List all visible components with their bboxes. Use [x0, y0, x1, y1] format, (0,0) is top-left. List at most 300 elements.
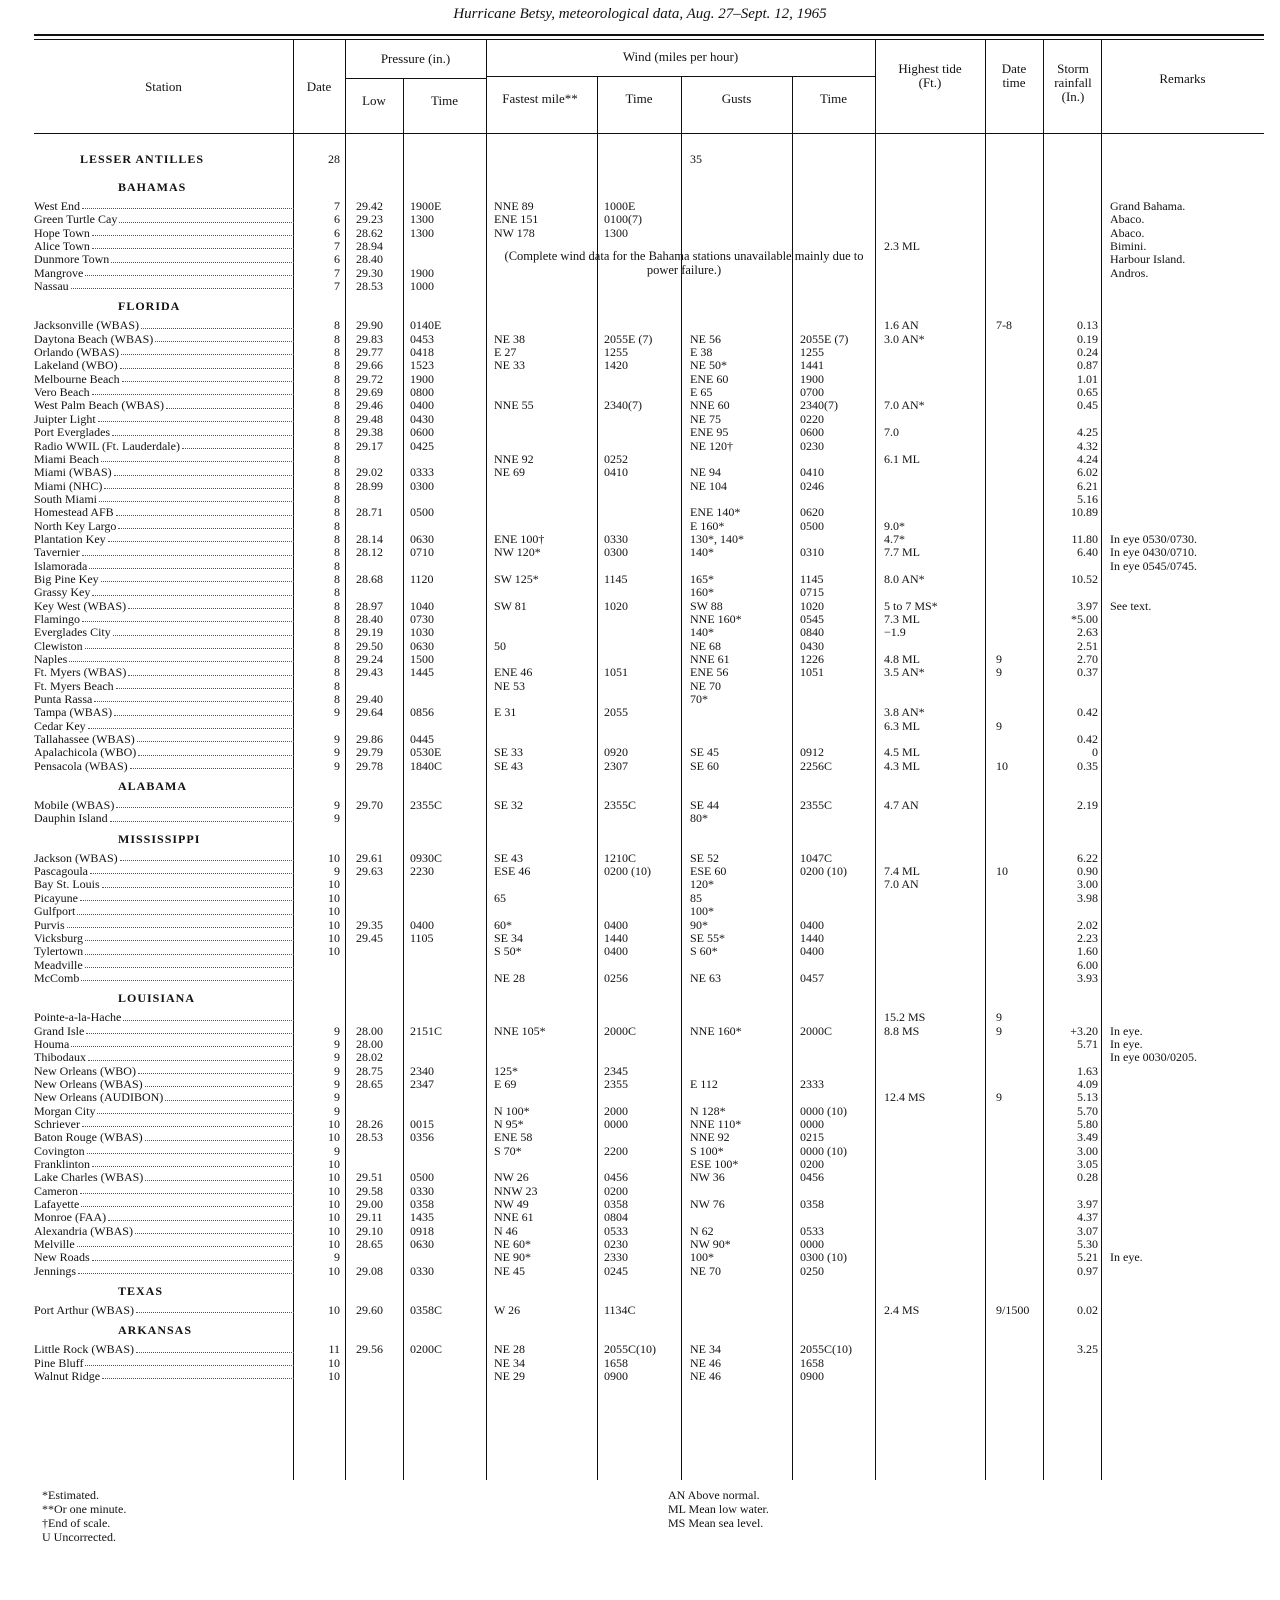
table-row	[0, 959, 1280, 972]
date-cell: 10	[328, 918, 340, 932]
station-cell	[34, 640, 296, 653]
table-row	[0, 533, 1280, 546]
station-name: Pascagoula	[34, 865, 88, 879]
wind-time-cell: 0230	[604, 1238, 628, 1252]
rainfall-cell: 1.60	[1077, 945, 1098, 959]
remarks-cell: In eye 0030/0205.	[1110, 1051, 1197, 1065]
station-name: Dunmore Town	[34, 253, 110, 267]
station-name: West Palm Beach (WBAS)	[34, 399, 165, 413]
date-cell: 8	[334, 599, 340, 613]
pressure-low-cell: 29.66	[356, 359, 383, 373]
highest-tide-cell: 7.7 ML	[884, 546, 920, 560]
gust-cell: 90*	[690, 918, 708, 932]
pressure-time-cell: 1040	[410, 599, 434, 613]
pressure-low-cell: 29.83	[356, 332, 383, 346]
station-name: South Miami	[34, 492, 98, 506]
rainfall-cell: 2.02	[1077, 918, 1098, 932]
table-row	[0, 1131, 1280, 1144]
bahamas-wind-note: (Complete wind data for the Bahama stations unavailable mainly due to power failure.)	[504, 249, 864, 278]
pressure-low-cell: 29.35	[356, 918, 383, 932]
gust-cell: E 65	[690, 386, 713, 400]
gust-time-cell: 2256C	[800, 759, 833, 773]
table-row	[0, 666, 1280, 679]
highest-tide-cell: 3.8 AN*	[884, 706, 925, 720]
station-name: Naples	[34, 653, 68, 666]
wind-time-cell: 0200 (10)	[604, 865, 651, 879]
gust-time-cell: 0220	[800, 412, 824, 426]
remarks-cell: Abaco.	[1110, 226, 1145, 240]
date-cell: 8	[334, 332, 340, 346]
wind-time-cell: 1051	[604, 666, 628, 680]
table-row	[0, 720, 1280, 733]
pressure-low-cell: 29.46	[356, 399, 383, 413]
station-cell	[34, 1211, 296, 1224]
pressure-low-cell: 28.14	[356, 532, 383, 546]
pressure-time-cell: 0600	[410, 426, 434, 440]
gust-cell: N 62	[690, 1224, 714, 1238]
rainfall-cell: 3.49	[1077, 1131, 1098, 1145]
gust-cell: 70*	[690, 693, 708, 707]
pressure-low-cell: 29.70	[356, 799, 383, 813]
wind-time-cell: 0410	[604, 466, 628, 480]
rainfall-cell: 0.42	[1077, 733, 1098, 747]
station-cell	[34, 453, 296, 466]
section-name: MISSISSIPPI	[118, 831, 201, 846]
gust-cell: E 112	[690, 1077, 718, 1091]
gust-time-cell: 0840	[800, 626, 824, 640]
station-cell	[34, 1343, 296, 1356]
gust-cell: NW 76	[690, 1198, 725, 1212]
gust-time-cell: 1226	[800, 653, 824, 666]
station-name: Cameron	[34, 1184, 78, 1198]
rainfall-cell: 4.37	[1077, 1211, 1098, 1225]
station-name: Melville	[34, 1238, 75, 1252]
gust-cell: NE 34	[690, 1343, 721, 1357]
station-name: Pine Bluff	[34, 1356, 84, 1370]
date-cell: 8	[334, 626, 340, 640]
date-cell: 10	[328, 1211, 340, 1225]
header-pressure: Pressure (in.)	[380, 51, 451, 66]
fastest-mile-cell: SE 32	[494, 799, 524, 813]
date-cell: 8	[334, 452, 340, 466]
pressure-low-cell: 28.75	[356, 1064, 383, 1078]
gust-time-cell: 2000C	[800, 1024, 833, 1038]
pressure-low-cell: 28.40	[356, 612, 383, 626]
station-name: New Orleans (AUDIBON)	[34, 1091, 164, 1105]
station-name: Islamorada	[34, 559, 88, 573]
fastest-mile-cell: NW 178	[494, 226, 535, 240]
station-name: Baton Rouge (WBAS)	[34, 1131, 143, 1145]
station-cell	[34, 1238, 296, 1251]
rainfall-cell: 0.13	[1077, 319, 1098, 333]
table-row	[0, 1357, 1280, 1370]
rainfall-cell: 10.89	[1071, 506, 1098, 520]
pressure-time-cell: 2151C	[410, 1024, 443, 1038]
table-row	[0, 1105, 1280, 1118]
remarks-cell: See text.	[1110, 599, 1152, 613]
fastest-mile-cell: W 26	[494, 1304, 521, 1318]
highest-tide-cell: 5 to 7 MS*	[884, 599, 938, 613]
tide-date-cell: 9/1500	[996, 1304, 1030, 1318]
pressure-low-cell: 28.02	[356, 1051, 383, 1065]
rainfall-cell: 5.30	[1077, 1238, 1098, 1252]
wind-time-cell: 0300	[604, 546, 628, 560]
station-cell	[34, 493, 296, 506]
rainfall-cell: 3.00	[1077, 1144, 1098, 1158]
fastest-mile-cell: 65	[494, 891, 506, 905]
rainfall-cell: 0.42	[1077, 706, 1098, 720]
fastest-mile-cell: E 27	[494, 346, 517, 360]
highest-tide-cell: 9.0*	[884, 519, 905, 533]
table-row	[0, 440, 1280, 453]
rainfall-cell: +3.20	[1070, 1024, 1098, 1038]
wind-time-cell: 1210C	[604, 851, 637, 865]
table-row	[0, 1238, 1280, 1251]
tide-date-cell: 9	[996, 719, 1002, 733]
pressure-time-cell: 0430	[410, 412, 434, 426]
pressure-time-cell: 0140E	[410, 319, 442, 333]
pressure-time-cell: 0630	[410, 639, 434, 653]
date-cell: 9	[334, 1024, 340, 1038]
rainfall-cell: 11.80	[1071, 532, 1098, 546]
date-cell: 10	[328, 1264, 340, 1278]
station-cell	[34, 1065, 296, 1078]
rainfall-cell: 3.97	[1077, 1198, 1098, 1212]
pressure-low-cell: 28.99	[356, 479, 383, 493]
footnotes-left	[42, 1488, 126, 1544]
highest-tide-cell: 1.6 AN	[884, 319, 919, 333]
remarks-cell: Andros.	[1110, 266, 1149, 280]
wind-time-cell: 2000	[604, 1104, 628, 1118]
date-cell: 9	[334, 1251, 340, 1265]
gust-time-cell: 0200 (10)	[800, 865, 847, 879]
date-cell: 10	[328, 1238, 340, 1252]
gust-cell: 140*	[690, 626, 714, 640]
remarks-cell: Bimini.	[1110, 240, 1147, 254]
station-cell	[34, 919, 296, 932]
date-cell: 10	[328, 878, 340, 892]
pressure-time-cell: 0333	[410, 466, 434, 480]
date-cell: 8	[334, 492, 340, 506]
date-cell: 8	[334, 532, 340, 546]
fastest-mile-cell: NNE 61	[494, 1211, 534, 1225]
station-cell	[34, 466, 296, 479]
gust-time-cell: 0000 (10)	[800, 1104, 847, 1118]
station-cell	[34, 653, 296, 666]
date-cell: 9	[334, 812, 340, 826]
wind-time-cell: 2200	[604, 1144, 628, 1158]
gust-time-cell: 0545	[800, 612, 824, 626]
header-wind-time: Time	[625, 91, 653, 106]
footnote: **Or one minute.	[42, 1502, 127, 1516]
table-row	[0, 520, 1280, 533]
gust-cell: NE 56	[690, 332, 721, 346]
station-cell	[34, 865, 296, 878]
wind-time-cell: 0252	[604, 452, 628, 466]
station-cell	[34, 1105, 296, 1118]
date-cell: 10	[328, 1356, 340, 1370]
station-name: Vero Beach	[34, 386, 90, 400]
table-row	[0, 1038, 1280, 1051]
header-date: Date	[306, 79, 332, 94]
gust-time-cell: 1658	[800, 1356, 824, 1370]
table-row	[0, 1185, 1280, 1198]
wind-time-cell: 0200	[604, 1184, 628, 1198]
table-row	[0, 733, 1280, 746]
pressure-low-cell: 29.42	[356, 200, 383, 213]
pressure-time-cell: 0453	[410, 332, 434, 346]
station-cell	[34, 1225, 296, 1238]
wind-time-cell: 1255	[604, 346, 628, 360]
table-row	[0, 386, 1280, 399]
pressure-time-cell: 1445	[410, 666, 434, 680]
pressure-low-cell: 28.40	[356, 253, 383, 267]
date-cell: 7	[334, 280, 340, 294]
fastest-mile-cell: N 95*	[494, 1117, 524, 1131]
pressure-low-cell: 29.64	[356, 706, 383, 720]
fastest-mile-cell: SW 125*	[494, 572, 539, 586]
table-row	[0, 586, 1280, 599]
gust-cell: NNE 160*	[690, 612, 742, 626]
station-name: Mobile (WBAS)	[34, 799, 115, 813]
gust-time-cell: 0246	[800, 479, 824, 493]
table-row	[0, 1051, 1280, 1064]
gust-cell: NNE 92	[690, 1131, 730, 1145]
station-name: Gulfport	[34, 905, 76, 919]
fastest-mile-cell: S 70*	[494, 1144, 522, 1158]
gust-cell: NE 70	[690, 679, 721, 693]
station-name: Pointe-a-la-Hache	[34, 1011, 122, 1025]
station-cell	[34, 333, 296, 346]
fastest-mile-cell: NE 34	[494, 1356, 525, 1370]
gust-time-cell: 0600	[800, 426, 824, 440]
station-name: Orlando (WBAS)	[34, 346, 119, 360]
pressure-time-cell: 0630	[410, 532, 434, 546]
gust-time-cell: 0400	[800, 918, 824, 932]
rainfall-cell: 2.70	[1077, 653, 1098, 666]
gust-cell: ENE 95	[690, 426, 729, 440]
table-row	[0, 972, 1280, 985]
gust-cell: SE 44	[690, 799, 720, 813]
station-name: Juipter Light	[34, 412, 96, 426]
pressure-low-cell: 29.02	[356, 466, 383, 480]
highest-tide-cell: 4.7 AN	[884, 799, 919, 813]
table-row	[0, 640, 1280, 653]
station-name: Morgan City	[34, 1104, 96, 1118]
pressure-time-cell: 0930C	[410, 851, 443, 865]
highest-tide-cell: 2.3 ML	[884, 240, 920, 254]
header-bottom-rule	[34, 133, 1264, 134]
station-cell	[34, 586, 296, 599]
date-cell: 9	[334, 1077, 340, 1091]
gust-cell: 165*	[690, 572, 714, 586]
fastest-mile-cell: NNE 89	[494, 200, 534, 213]
table-row	[0, 680, 1280, 693]
wind-time-cell: 0920	[604, 746, 628, 760]
wind-time-cell: 2340(7)	[604, 399, 642, 413]
wind-time-cell: 0330	[604, 532, 628, 546]
fastest-mile-cell: SE 34	[494, 931, 524, 945]
date-cell: 9	[334, 1091, 340, 1105]
gust-cell: SE 55*	[690, 931, 726, 945]
pressure-time-cell: 2340	[410, 1064, 434, 1078]
remarks-cell: In eye 0430/0710.	[1110, 546, 1197, 560]
pressure-time-cell: 0530E	[410, 746, 442, 760]
wind-time-cell: 1000E	[604, 200, 636, 213]
pressure-low-cell: 29.90	[356, 319, 383, 333]
gust-cell: NNE 61	[690, 653, 730, 666]
wind-time-cell: 1440	[604, 931, 628, 945]
pressure-low-cell: 28.26	[356, 1117, 383, 1131]
gust-cell: S 60*	[690, 945, 718, 959]
station-name: Nassau	[34, 280, 69, 294]
station-name: Meadville	[34, 958, 83, 972]
remarks-cell: Harbour Island.	[1110, 253, 1186, 267]
pressure-time-cell: 0800	[410, 386, 434, 400]
fastest-mile-cell: NE 45	[494, 1264, 525, 1278]
station-name: Green Turtle Cay	[34, 213, 118, 227]
gust-cell: 120*	[690, 878, 714, 892]
date-cell: 9	[334, 706, 340, 720]
highest-tide-cell: 4.5 ML	[884, 746, 920, 760]
station-cell	[34, 319, 296, 332]
wind-time-cell: 2055E (7)	[604, 332, 653, 346]
station-cell	[34, 746, 296, 759]
gust-cell: NE 75	[690, 412, 721, 426]
station-cell	[34, 1091, 296, 1104]
wind-time-cell: 0804	[604, 1211, 628, 1225]
date-cell: 10	[328, 945, 340, 959]
table-row	[0, 280, 1280, 293]
gust-cell: S 100*	[690, 1144, 724, 1158]
table-row	[0, 1225, 1280, 1238]
station-cell	[34, 760, 296, 773]
header-gusts: Gusts	[721, 91, 752, 106]
station-name: Picayune	[34, 891, 78, 905]
station-cell	[34, 506, 296, 519]
date-cell: 8	[334, 546, 340, 560]
pressure-low-cell: 29.10	[356, 1224, 383, 1238]
page-title: Hurricane Betsy, meteorological data, Aug. 27–Sept. 12, 1965	[453, 6, 827, 22]
station-cell	[34, 1185, 296, 1198]
rainfall-cell: 5.80	[1077, 1117, 1098, 1131]
date-cell: 10	[328, 931, 340, 945]
gust-cell: ENE 140*	[690, 506, 741, 520]
date-cell: 8	[334, 559, 340, 573]
station-name: Vicksburg	[34, 931, 84, 945]
gust-cell: 160*	[690, 586, 714, 600]
gust-time-cell: 1145	[800, 572, 824, 586]
station-cell	[34, 280, 296, 293]
rainfall-cell: 3.97	[1077, 599, 1098, 613]
station-name: Lafayette	[34, 1198, 80, 1212]
station-cell	[34, 878, 296, 891]
gust-cell: NE 46	[690, 1370, 721, 1384]
pressure-low-cell: 28.53	[356, 1131, 383, 1145]
pressure-time-cell: 0730	[410, 612, 434, 626]
gust-time-cell: 0900	[800, 1370, 824, 1384]
pressure-time-cell: 1000	[410, 280, 434, 294]
station-name: Tavernier	[34, 546, 80, 560]
gust-cell: ENE 56	[690, 666, 729, 680]
rainfall-cell: 4.25	[1077, 426, 1098, 440]
station-name: McComb	[34, 971, 80, 985]
gust-cell: ESE 100*	[690, 1158, 739, 1171]
pressure-time-cell: 2347	[410, 1077, 434, 1091]
fastest-mile-cell: NE 29	[494, 1370, 525, 1384]
rainfall-cell: 3.00	[1077, 878, 1098, 892]
pressure-time-cell: 0630	[410, 1238, 434, 1252]
gust-cell: 100*	[690, 1251, 714, 1265]
section-name: ARKANSAS	[118, 1323, 193, 1338]
station-name: Everglades City	[34, 626, 111, 640]
rainfall-cell: *5.00	[1071, 612, 1098, 626]
highest-tide-cell: −1.9	[884, 626, 906, 640]
gust-time-cell: 0410	[800, 466, 824, 480]
fastest-mile-cell: NE 69	[494, 466, 525, 480]
date-cell: 7	[334, 200, 340, 213]
station-name: Thibodaux	[34, 1051, 86, 1065]
wind-time-cell: 2345	[604, 1064, 628, 1078]
fastest-mile-cell: ENE 151	[494, 213, 539, 227]
date-cell: 8	[334, 372, 340, 386]
pressure-time-cell: 0300	[410, 479, 434, 493]
date-cell: 8	[334, 319, 340, 333]
gust-cell: NE 68	[690, 639, 721, 653]
station-name: Port Everglades	[34, 426, 111, 440]
date-cell: 8	[334, 586, 340, 600]
wind-time-cell: 2055	[604, 706, 628, 720]
station-name: Tylertown	[34, 945, 84, 959]
fastest-mile-cell: NE 28	[494, 1343, 525, 1357]
fastest-mile-cell: 60*	[494, 918, 512, 932]
gust-cell: SE 52	[690, 851, 720, 865]
station-cell	[34, 959, 296, 972]
tide-date-cell: 9	[996, 666, 1002, 680]
table-row	[0, 426, 1280, 439]
table-row	[0, 799, 1280, 812]
station-cell	[34, 1051, 296, 1064]
wind-time-cell: 0358	[604, 1198, 628, 1212]
top-rule-2	[34, 39, 1264, 40]
station-name: Dauphin Island	[34, 812, 108, 826]
station-name: Covington	[34, 1144, 85, 1158]
gust-time-cell: 1440	[800, 931, 824, 945]
pressure-low-cell: 28.53	[356, 280, 383, 294]
station-cell	[34, 1011, 296, 1024]
pressure-low-cell: 29.63	[356, 865, 383, 879]
date-cell: 8	[334, 412, 340, 426]
station-cell	[34, 1171, 296, 1184]
pressure-time-cell: 0358	[410, 1198, 434, 1212]
date-cell: 10	[328, 1370, 340, 1384]
pressure-time-cell: 0418	[410, 346, 434, 360]
pressure-low-cell: 28.12	[356, 546, 383, 560]
wind-time-cell: 1145	[604, 572, 628, 586]
gust-time-cell: 0430	[800, 639, 824, 653]
gust-time-cell: 0200	[800, 1158, 824, 1171]
remarks-cell: In eye.	[1110, 1024, 1143, 1038]
date-cell: 10	[328, 1131, 340, 1145]
tide-date-cell: 7-8	[996, 319, 1012, 333]
wind-time-cell: 0533	[604, 1224, 628, 1238]
gust-time-cell: 1047C	[800, 851, 833, 865]
date-cell: 10	[328, 891, 340, 905]
rainfall-cell: 6.40	[1077, 546, 1098, 560]
pressure-time-cell: 0856	[410, 706, 434, 720]
station-name: Tampa (WBAS)	[34, 706, 113, 720]
table-row	[0, 466, 1280, 479]
